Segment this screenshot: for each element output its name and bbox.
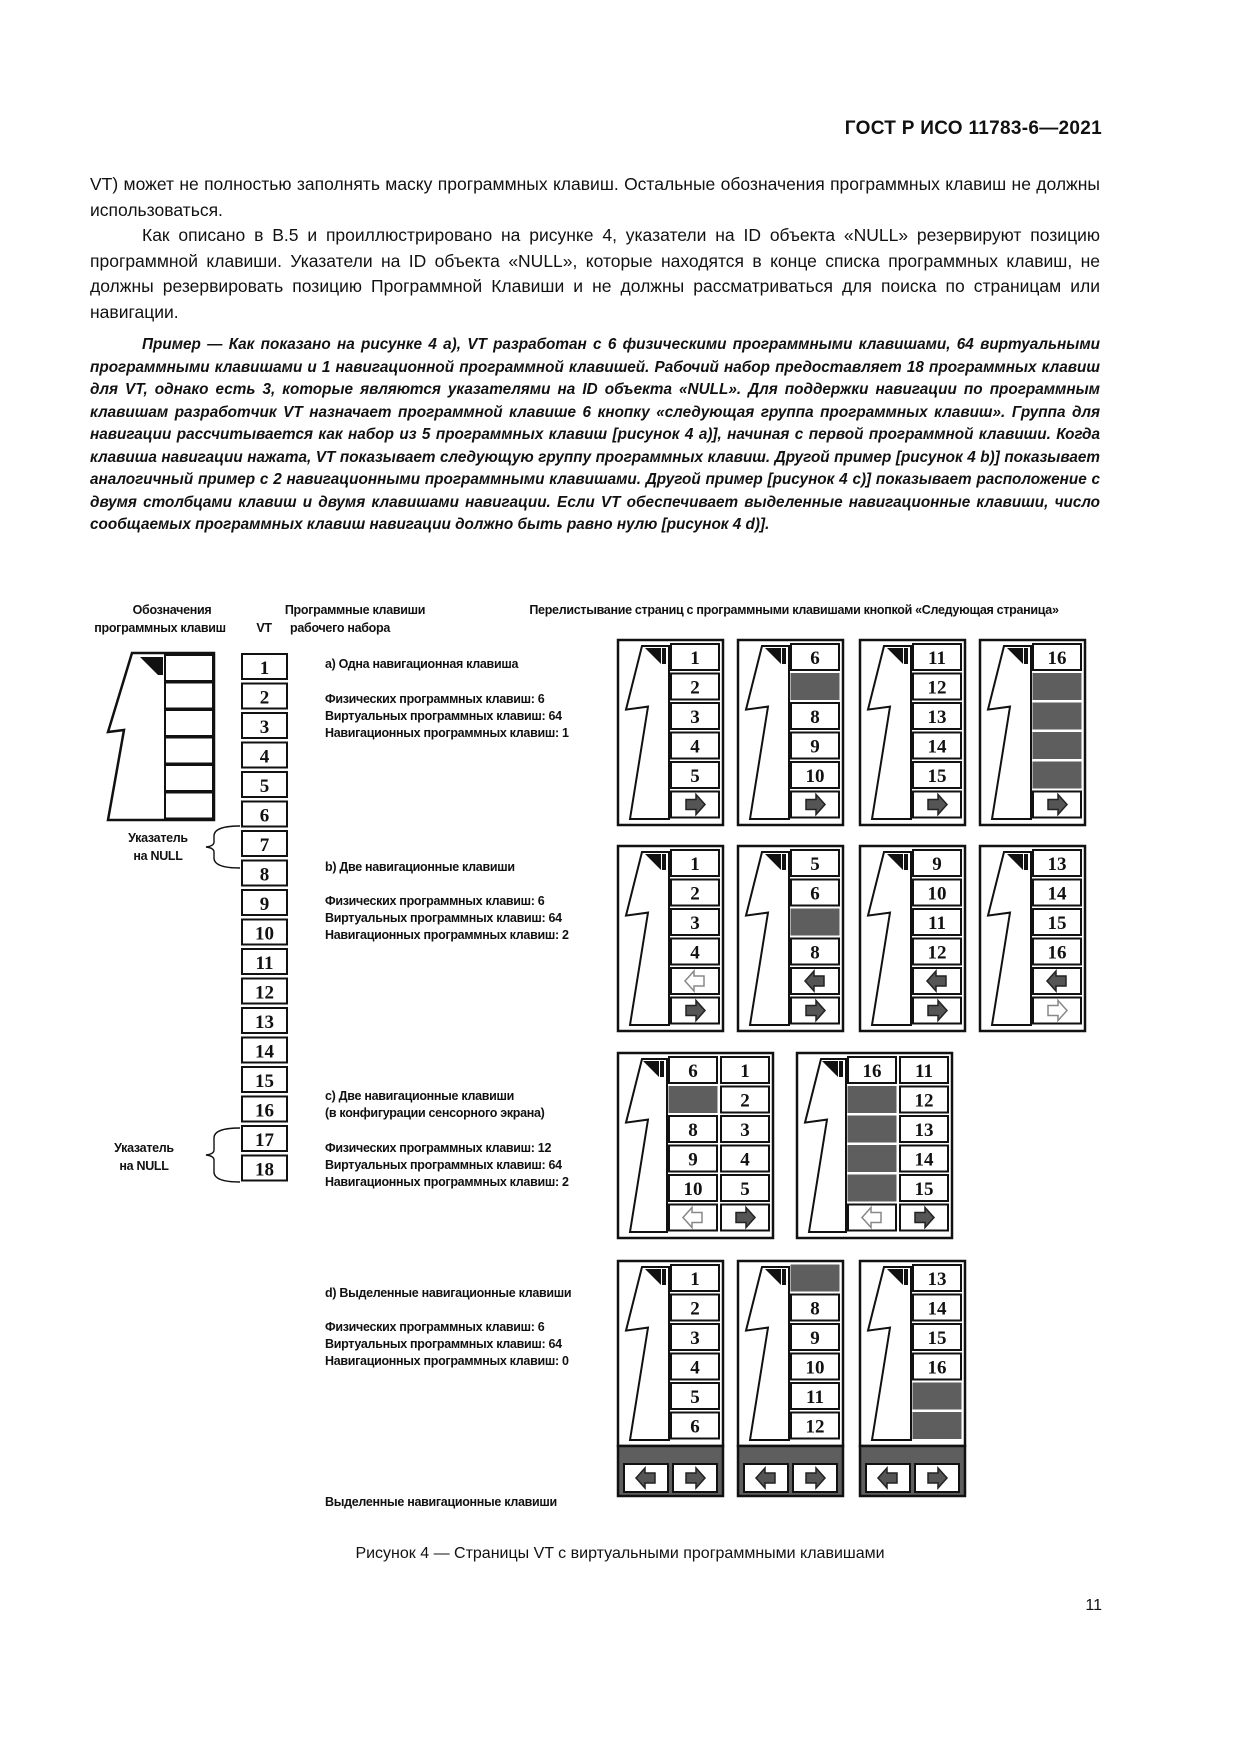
physical-keys-count: Физических программных клавиш: 6 — [325, 1320, 545, 1334]
soft-key-label: 2 — [690, 883, 700, 905]
dedicated-next-key — [793, 1464, 837, 1492]
soft-key — [791, 644, 839, 670]
soft-key — [791, 1383, 839, 1409]
soft-key — [848, 1057, 896, 1083]
soft-key — [791, 939, 839, 965]
workset-key-label: 10 — [255, 923, 274, 945]
workset-key-label: 11 — [255, 953, 274, 974]
nav-keys-count: Навигационных программных клавиш: 2 — [325, 1175, 569, 1189]
virtual-keys-count: Виртуальных программных клавиш: 64 — [325, 1158, 562, 1172]
soft-key — [900, 1057, 948, 1083]
designation-panel — [108, 653, 214, 820]
soft-key — [913, 1383, 961, 1409]
soft-key-label: 16 — [862, 1061, 882, 1082]
dedicated-prev-key — [624, 1464, 668, 1492]
soft-key — [791, 1354, 839, 1380]
soft-key-label: 9 — [932, 854, 942, 875]
workset-key-label: 16 — [255, 1100, 274, 1122]
panel-d2 — [738, 1261, 843, 1496]
example-paragraph: Пример — Как показано на рисунке 4 а), VT разработан с 6 физическими программными клавишами, 64 виртуальными программными клавишами и 1 навигационной программной клавишей. Рабочий набор предоставляет 18 программных клавиш для VT, однако есть 3, которые являются указателями на ID объекта «NULL». Для поддержки навигации по программным клавишам разработчик VT назначает программной клавише 6 кнопку «следующая группа программных клавиш». Группа для навигации рассчитывается как набор из 5 программных клавиш [рисунок 4 а)], начиная с первой программной клавиши. Когда клавиша навигации нажата, VT показывает следующую группу программных клавиш. Другой пример [рисунок 4 b)] показывает аналогичный пример с 2 навигационными программными клавишами. Другой пример [рисунок 4 с)] показывает расположение с двумя столбцами клавиш и двумя клавишами навигации. Если VT обеспечивает выделенные навигационные клавиши, число сообщаемых программных клавиш навигации должно быть равно нулю [рисунок 4 d)]. — [90, 336, 1100, 533]
soft-key-label: 11 — [928, 913, 946, 934]
workset-key-label: 18 — [255, 1159, 274, 1181]
soft-key — [913, 733, 961, 759]
soft-key — [671, 939, 719, 965]
col-header-vt: VT — [256, 621, 272, 635]
section-title: а) Одна навигационная клавиша — [325, 657, 519, 671]
dedicated-next-key — [673, 1464, 717, 1492]
soft-key — [900, 1087, 948, 1113]
blank-key — [913, 1413, 961, 1439]
soft-key-label: 3 — [690, 913, 700, 934]
workset-key — [242, 654, 287, 679]
null-pointer-annotation-2 — [114, 1128, 240, 1182]
dedicated-prev-key — [866, 1464, 910, 1492]
panel-d3 — [860, 1261, 965, 1496]
soft-key — [913, 939, 961, 965]
workset-key-label: 8 — [259, 864, 270, 886]
soft-key-label: 3 — [690, 1328, 700, 1349]
soft-key — [721, 1116, 769, 1142]
panel-a2 — [738, 640, 843, 825]
soft-key-label: 4 — [740, 1149, 750, 1171]
soft-key — [1033, 674, 1081, 700]
soft-key — [791, 909, 839, 935]
blank-key — [669, 1087, 717, 1113]
section-title: с) Две навигационные клавиши — [325, 1089, 515, 1103]
soft-key — [913, 909, 961, 935]
prev-page-key — [791, 968, 839, 994]
workset-key — [242, 743, 287, 768]
blank-key — [1033, 703, 1081, 729]
soft-key-label: 13 — [914, 1120, 934, 1141]
section-subtitle: (в конфигурации сенсорного экрана) — [325, 1106, 545, 1120]
panel-b2 — [738, 846, 843, 1031]
section-a-text — [325, 657, 569, 740]
soft-key-label: 5 — [690, 1387, 700, 1408]
soft-key — [791, 1413, 839, 1439]
next-page-key — [1033, 998, 1081, 1024]
blank-key — [848, 1116, 896, 1142]
soft-key — [791, 850, 839, 876]
workset-key — [242, 1097, 287, 1122]
next-page-key — [721, 1205, 769, 1231]
soft-key-label: 13 — [1047, 854, 1067, 875]
col-header-designation-2: программных клавиш — [94, 621, 226, 635]
soft-key — [721, 1057, 769, 1083]
workset-key — [242, 831, 287, 856]
soft-key — [669, 1175, 717, 1201]
blank-key — [791, 674, 839, 700]
soft-key — [671, 850, 719, 876]
workset-key — [242, 979, 287, 1004]
next-page-key — [791, 998, 839, 1024]
soft-key-label: 10 — [805, 766, 825, 787]
prev-page-key — [1033, 968, 1081, 994]
soft-key — [721, 1146, 769, 1172]
soft-key-label: 10 — [683, 1179, 703, 1200]
col-header-designation-1: Обозначения — [132, 603, 212, 617]
section-title: b) Две навигационные клавиши — [325, 860, 515, 874]
soft-key-label: 5 — [740, 1179, 750, 1200]
soft-key-label: 3 — [740, 1120, 750, 1141]
workset-key-label: 7 — [259, 835, 270, 856]
soft-key — [791, 674, 839, 700]
soft-key-label: 8 — [810, 1298, 820, 1320]
workset-key — [242, 1067, 287, 1092]
panel-b3 — [860, 846, 965, 1031]
designation-slot — [165, 710, 213, 736]
panel-a4 — [980, 640, 1085, 825]
dedicated-prev-key — [744, 1464, 788, 1492]
col-header-workset-2: рабочего набора — [290, 621, 390, 635]
prev-page-key — [913, 968, 961, 994]
virtual-keys-count: Виртуальных программных клавиш: 64 — [325, 1337, 562, 1351]
section-c-text — [325, 1089, 569, 1189]
soft-key-label: 1 — [690, 1269, 700, 1290]
soft-key-label: 14 — [1047, 883, 1067, 905]
soft-key — [1033, 909, 1081, 935]
paragraph-2: Как описано в В.5 и проиллюстрировано на рисунке 4, указатели на ID объекта «NULL» резервируют позицию программной клавиши. Указатели на ID объекта «NULL», которые находятся в конце списка программных клавиш, не должны резервировать позицию Программной Клавиши и не должны рассматриваться для поиска по страницам или навигации. — [90, 225, 1100, 322]
workset-key — [242, 861, 287, 886]
soft-key-label: 9 — [810, 1328, 820, 1349]
soft-key — [900, 1146, 948, 1172]
soft-key-label: 15 — [914, 1179, 934, 1200]
soft-key-label: 12 — [914, 1090, 934, 1112]
workset-key — [242, 713, 287, 738]
panel-a1 — [618, 640, 723, 825]
soft-key-label: 1 — [740, 1061, 750, 1082]
soft-key — [791, 1265, 839, 1291]
soft-key-label: 12 — [927, 942, 947, 964]
panel-c2 — [797, 1053, 952, 1238]
soft-key — [671, 1354, 719, 1380]
designation-slot — [165, 738, 213, 764]
soft-key-label: 10 — [805, 1357, 825, 1379]
soft-key — [913, 644, 961, 670]
workset-key-label: 1 — [259, 658, 270, 679]
blank-key — [1033, 733, 1081, 759]
next-page-key — [671, 792, 719, 818]
next-page-key — [900, 1205, 948, 1231]
physical-keys-count: Физических программных клавиш: 6 — [325, 692, 545, 706]
next-page-key — [791, 792, 839, 818]
designation-slot — [165, 793, 213, 819]
soft-key — [671, 644, 719, 670]
workset-key-label: 4 — [259, 746, 270, 768]
soft-key-label: 6 — [810, 883, 820, 905]
workset-key-label: 2 — [259, 687, 270, 709]
soft-key — [791, 733, 839, 759]
soft-key — [913, 850, 961, 876]
section-title: d) Выделенные навигационные клавиши — [325, 1286, 572, 1300]
document-code: ГОСТ Р ИСО 11783-6—2021 — [844, 118, 1102, 139]
soft-key — [1033, 733, 1081, 759]
soft-key — [671, 674, 719, 700]
soft-key-label: 12 — [805, 1416, 825, 1438]
soft-key-label: 14 — [914, 1149, 934, 1171]
soft-key — [848, 1116, 896, 1142]
null-pointer-label: Указатель — [128, 831, 188, 845]
workset-key-label: 13 — [255, 1012, 274, 1033]
soft-key — [671, 880, 719, 906]
page-number: 11 — [1085, 1597, 1102, 1614]
soft-key — [671, 733, 719, 759]
physical-keys-count: Физических программных клавиш: 12 — [325, 1141, 552, 1155]
soft-key — [913, 1354, 961, 1380]
figure-caption: Рисунок 4 — Страницы VT с виртуальными программными клавишами — [355, 1545, 885, 1562]
soft-key-label: 1 — [690, 854, 700, 875]
null-pointer-annotation-1 — [128, 826, 240, 868]
soft-key — [671, 909, 719, 935]
workset-key — [242, 1038, 287, 1063]
workset-key-label: 17 — [255, 1130, 274, 1151]
soft-key — [1033, 939, 1081, 965]
soft-key — [671, 1413, 719, 1439]
soft-key-label: 16 — [1047, 648, 1067, 669]
blank-key — [848, 1087, 896, 1113]
workset-key — [242, 890, 287, 915]
panel-b1 — [618, 846, 723, 1031]
soft-key — [671, 703, 719, 729]
workset-key — [242, 684, 287, 709]
dedicated-nav-label: Выделенные навигационные клавиши — [325, 1495, 557, 1509]
workset-key-label: 12 — [255, 982, 274, 1004]
soft-key — [721, 1175, 769, 1201]
workset-key-label: 6 — [259, 805, 270, 827]
soft-key — [791, 1295, 839, 1321]
null-pointer-label: на NULL — [133, 849, 183, 863]
null-pointer-label: Указатель — [114, 1141, 174, 1155]
designation-slot — [165, 655, 213, 681]
soft-key-label: 2 — [740, 1090, 750, 1112]
section-d-text — [325, 1286, 571, 1509]
blank-key — [1033, 674, 1081, 700]
workset-key-label: 5 — [259, 776, 270, 797]
soft-key — [671, 1265, 719, 1291]
soft-key-label: 14 — [927, 1298, 947, 1320]
soft-key — [913, 703, 961, 729]
soft-key-label: 6 — [688, 1061, 698, 1082]
null-pointer-label: на NULL — [119, 1159, 169, 1173]
panel-b4 — [980, 846, 1085, 1031]
soft-key — [1033, 703, 1081, 729]
soft-key-label: 2 — [690, 1298, 700, 1320]
soft-key — [913, 762, 961, 788]
blank-key — [791, 1265, 839, 1291]
nav-keys-count: Навигационных программных клавиш: 0 — [325, 1354, 569, 1368]
nav-keys-count: Навигационных программных клавиш: 1 — [325, 726, 569, 740]
soft-key — [669, 1116, 717, 1142]
panel-c1 — [618, 1053, 773, 1238]
body-text — [90, 172, 1100, 325]
dedicated-next-key — [915, 1464, 959, 1492]
workset-key-label: 9 — [259, 894, 270, 915]
workset-key — [242, 1156, 287, 1181]
workset-key-label: 15 — [255, 1071, 274, 1092]
workset-key — [242, 802, 287, 827]
panel-d1 — [618, 1261, 723, 1496]
workset-key — [242, 920, 287, 945]
soft-key — [1033, 850, 1081, 876]
soft-key-label: 12 — [927, 677, 947, 699]
soft-key — [913, 674, 961, 700]
workset-key — [242, 1008, 287, 1033]
soft-key-label: 10 — [927, 883, 947, 905]
soft-key-label: 3 — [690, 707, 700, 728]
soft-key-label: 9 — [688, 1149, 698, 1171]
soft-key — [669, 1087, 717, 1113]
virtual-keys-count: Виртуальных программных клавиш: 64 — [325, 911, 562, 925]
nav-keys-count: Навигационных программных клавиш: 2 — [325, 928, 569, 942]
soft-key-label: 4 — [690, 942, 700, 964]
soft-key — [669, 1057, 717, 1083]
soft-key — [913, 1265, 961, 1291]
soft-key — [791, 880, 839, 906]
soft-key — [913, 880, 961, 906]
blank-key — [1033, 762, 1081, 788]
workset-key-label: 14 — [255, 1041, 274, 1063]
soft-key — [791, 1324, 839, 1350]
virtual-keys-count: Виртуальных программных клавиш: 64 — [325, 709, 562, 723]
workset-key-label: 3 — [259, 717, 270, 738]
col-header-workset-1: Программные клавиши — [284, 603, 426, 617]
next-page-key — [913, 792, 961, 818]
paragraph-1: VT) может не полностью заполнять маску программных клавиш. Остальные обозначения программных клавиш не должны использоваться. — [90, 174, 1100, 220]
soft-key-label: 16 — [1047, 942, 1067, 964]
prev-page-key — [848, 1205, 896, 1231]
soft-key — [671, 1324, 719, 1350]
soft-key-label: 6 — [810, 648, 820, 669]
soft-key — [848, 1146, 896, 1172]
soft-key-label: 15 — [927, 766, 947, 787]
soft-key-label: 15 — [927, 1328, 947, 1349]
designation-slot — [165, 765, 213, 791]
soft-key-label: 13 — [927, 1269, 947, 1290]
soft-key-label: 11 — [915, 1061, 933, 1082]
workset-key — [242, 1126, 287, 1151]
soft-key-label: 8 — [810, 707, 820, 728]
prev-page-key — [669, 1205, 717, 1231]
soft-key — [848, 1087, 896, 1113]
soft-key — [913, 1295, 961, 1321]
next-page-key — [913, 998, 961, 1024]
col-header-paging: Перелистывание страниц с программными клавишами кнопкой «Следующая страница» — [529, 603, 1059, 617]
soft-key — [1033, 880, 1081, 906]
soft-key-label: 14 — [927, 736, 947, 758]
section-b-text — [325, 860, 569, 942]
soft-key-label: 9 — [810, 736, 820, 758]
soft-key-label: 16 — [927, 1357, 947, 1379]
next-page-key — [671, 998, 719, 1024]
soft-key — [669, 1146, 717, 1172]
workset-key-column — [242, 654, 287, 1181]
soft-key — [671, 762, 719, 788]
designation-slot — [165, 683, 213, 709]
soft-key — [671, 1383, 719, 1409]
soft-key-label: 6 — [690, 1416, 700, 1438]
soft-key — [671, 1295, 719, 1321]
soft-key — [913, 1324, 961, 1350]
vt-panels — [618, 640, 1085, 1496]
soft-key-label: 13 — [927, 707, 947, 728]
workset-key — [242, 772, 287, 797]
soft-key-label: 5 — [690, 766, 700, 787]
soft-key — [848, 1175, 896, 1201]
blank-key — [848, 1175, 896, 1201]
soft-key-label: 5 — [810, 854, 820, 875]
soft-key-label: 11 — [928, 648, 946, 669]
blank-key — [913, 1383, 961, 1409]
soft-key — [900, 1175, 948, 1201]
workset-key — [242, 949, 287, 974]
soft-key-label: 2 — [690, 677, 700, 699]
soft-key — [913, 1413, 961, 1439]
soft-key — [1033, 644, 1081, 670]
soft-key-label: 8 — [688, 1120, 698, 1141]
next-page-key — [1033, 792, 1081, 818]
panel-a3 — [860, 640, 965, 825]
prev-page-key — [671, 968, 719, 994]
blank-key — [848, 1146, 896, 1172]
soft-key — [791, 762, 839, 788]
soft-key — [791, 703, 839, 729]
soft-key — [900, 1116, 948, 1142]
soft-key — [721, 1087, 769, 1113]
soft-key-label: 4 — [690, 736, 700, 758]
soft-key — [1033, 762, 1081, 788]
physical-keys-count: Физических программных клавиш: 6 — [325, 894, 545, 908]
blank-key — [791, 909, 839, 935]
soft-key-label: 15 — [1047, 913, 1067, 934]
soft-key-label: 4 — [690, 1357, 700, 1379]
soft-key-label: 11 — [806, 1387, 824, 1408]
soft-key-label: 1 — [690, 648, 700, 669]
soft-key-label: 8 — [810, 942, 820, 964]
